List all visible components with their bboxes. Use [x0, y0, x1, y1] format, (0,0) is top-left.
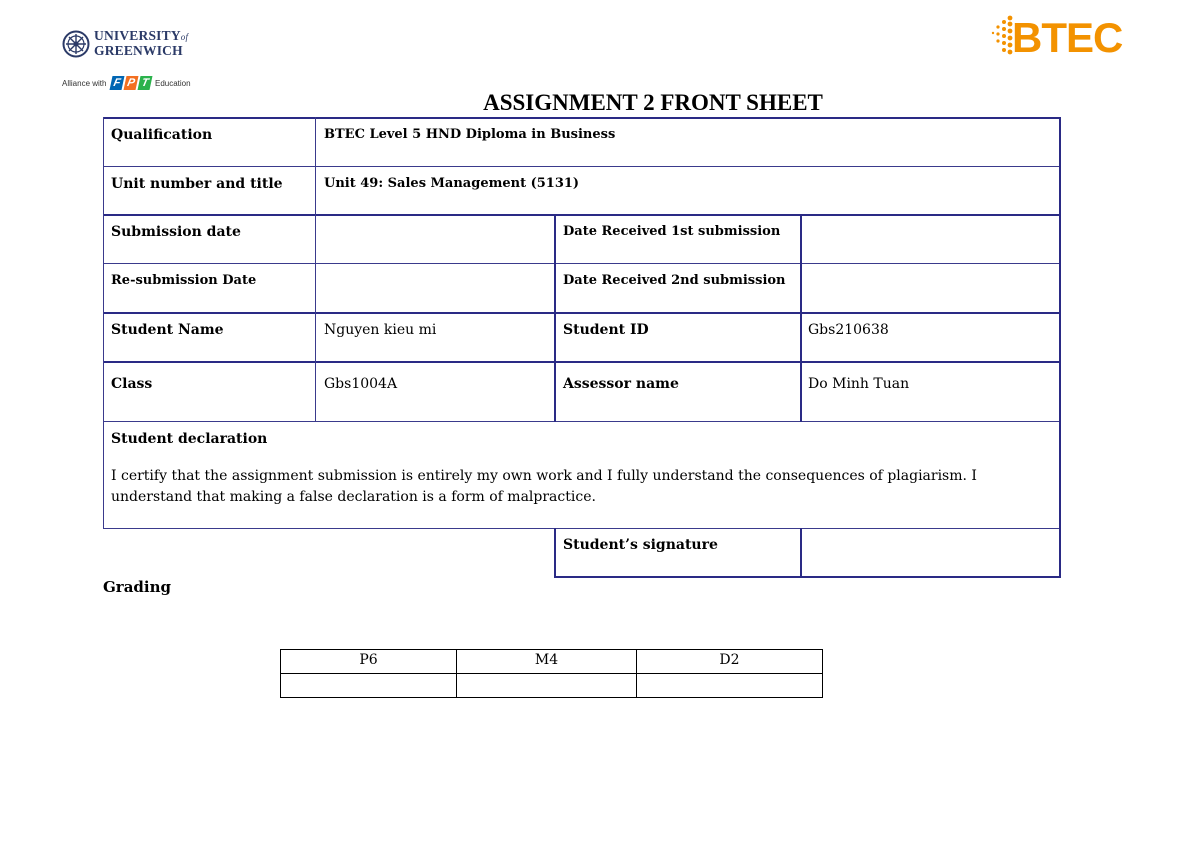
date-received-2-label: Date Received 2nd submission	[563, 273, 786, 288]
qualification-label: Qualification	[111, 127, 213, 143]
fpt-letter-t: T	[138, 76, 153, 90]
grading-value-d2[interactable]	[637, 675, 822, 697]
grading-header-d2: D2	[719, 652, 740, 668]
unit-value: Unit 49: Sales Management (5131)	[324, 176, 580, 191]
page-title: ASSIGNMENT 2 FRONT SHEET	[483, 90, 823, 115]
grading-header-p6: P6	[359, 652, 378, 668]
class-label: Class	[111, 376, 153, 392]
qualification-value: BTEC Level 5 HND Diploma in Business	[324, 127, 616, 142]
student-name-label: Student Name	[111, 322, 224, 338]
btec-logo	[990, 12, 1140, 62]
assessor-value[interactable]: Do Minh Tuan	[808, 376, 910, 392]
student-id-label: Student ID	[563, 322, 649, 338]
fpt-letter-p: P	[124, 76, 139, 90]
class-value[interactable]: Gbs1004A	[324, 376, 398, 392]
fpt-letter-f: F	[110, 76, 125, 90]
signature-label: Student’s signature	[563, 537, 718, 553]
alliance-suffix: Education	[155, 79, 191, 88]
grading-value-m4[interactable]	[457, 675, 636, 697]
student-id-value[interactable]: Gbs210638	[808, 322, 889, 338]
grading-value-p6[interactable]	[281, 675, 456, 697]
date-received-1-label: Date Received 1st submission	[563, 224, 781, 239]
grading-header-m4: M4	[534, 652, 559, 668]
university-name: UNIVERSITYof GREENWICH	[94, 28, 189, 58]
assessor-label: Assessor name	[563, 376, 679, 392]
unit-label: Unit number and title	[111, 176, 283, 192]
alliance-prefix: Alliance with	[62, 79, 107, 88]
signature-field[interactable]	[808, 536, 1053, 570]
declaration-label: Student declaration	[111, 431, 268, 447]
declaration-text: I certify that the assignment submission is entirely my own work and I fully understand the consequences of plagiarism. I understand that making a false declaration is a form of malpractice.	[111, 468, 977, 505]
btec-wordmark: BTEC	[1012, 14, 1123, 61]
submission-date-label: Submission date	[111, 224, 241, 240]
student-name-value[interactable]: Nguyen kieu mi	[324, 322, 437, 338]
greenwich-emblem-icon	[62, 30, 90, 58]
grading-label: Grading	[103, 578, 172, 596]
resubmission-date-label: Re-submission Date	[111, 273, 257, 288]
university-of-greenwich-logo	[62, 28, 202, 62]
